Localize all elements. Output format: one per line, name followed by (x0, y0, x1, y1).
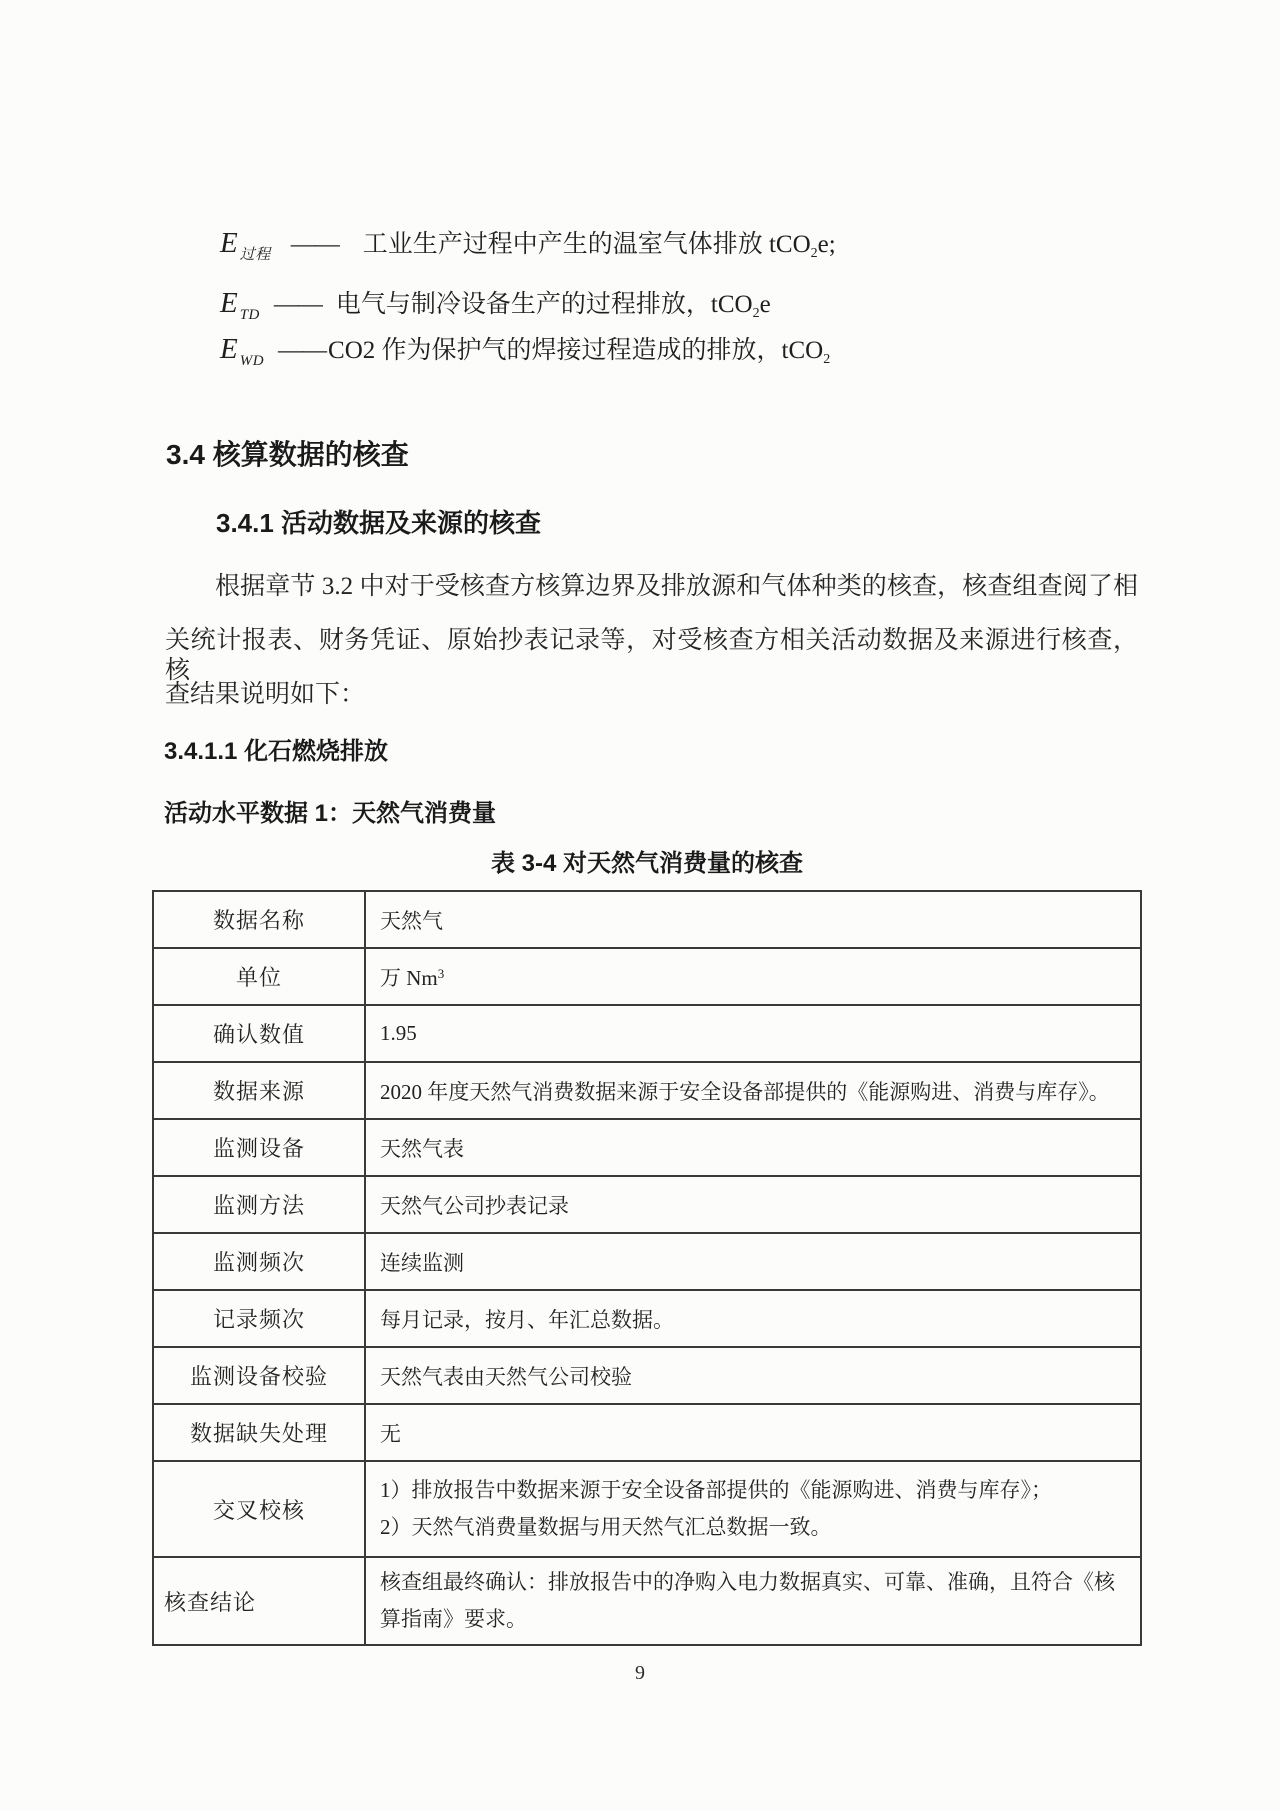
paragraph-line: 根据章节 3.2 中对于受核查方核算边界及排放源和气体种类的核查，核查组查阅了相 (215, 573, 1138, 600)
table-row (153, 1176, 1141, 1233)
verification-table (152, 890, 1142, 1646)
value-line: 1）排放报告中数据来源于安全设备部提供的《能源购进、消费与库存》； (380, 1478, 1052, 1502)
section-heading-3-4: 3.4 核算数据的核查 (166, 439, 409, 470)
formula-dash: —— (278, 337, 327, 364)
formula-description: 工业生产过程中产生的温室气体排放 tCO (362, 231, 811, 258)
row-label: 单位 (153, 948, 365, 1005)
paragraph-line: 关统计报表、财务凭证、原始抄表记录等，对受核查方相关活动数据及来源进行核查，核 (165, 627, 1138, 684)
table-row (153, 1062, 1141, 1119)
formula-variable: E (220, 333, 238, 365)
formula-line-process-emissions (220, 226, 836, 272)
value-line: 算指南》要求。 (380, 1607, 527, 1631)
row-value (365, 1461, 1141, 1557)
row-label: 数据缺失处理 (153, 1404, 365, 1461)
row-value: 天然气公司抄表记录 (365, 1176, 1141, 1233)
value-line: 2）天然气消费量数据与用天然气汇总数据一致。 (380, 1515, 832, 1539)
formula-line-wd-emissions (220, 332, 830, 378)
formula-description: 电气与制冷设备生产的过程排放，tCO (335, 291, 753, 318)
table-row (153, 1347, 1141, 1404)
table-row (153, 948, 1141, 1005)
row-label: 监测设备 (153, 1119, 365, 1176)
row-label: 交叉校核 (153, 1461, 365, 1557)
table-row (153, 1404, 1141, 1461)
section-heading-3-4-1: 3.4.1 活动数据及来源的核查 (216, 508, 542, 538)
row-label: 核查结论 (153, 1557, 365, 1645)
table-row (153, 1461, 1141, 1557)
formula-dash: —— (290, 231, 339, 258)
activity-data-heading: 活动水平数据 1：天然气消费量 (164, 800, 497, 827)
table-caption: 表 3-4 对天然气消费量的核查 (490, 850, 804, 877)
unit-subscript: 2 (823, 352, 831, 367)
table-row (153, 1119, 1141, 1176)
page-number: 9 (635, 1662, 645, 1684)
row-value: 每月记录，按月、年汇总数据。 (365, 1290, 1141, 1347)
value-line: 核查组最终确认：排放报告中的净购入电力数据真实、可靠、准确，且符合《核 (380, 1570, 1115, 1594)
formula-subscript: 过程 (239, 247, 271, 263)
row-label: 数据来源 (153, 1062, 365, 1119)
unit-superscript: 3 (437, 965, 445, 981)
table-row (153, 1233, 1141, 1290)
formula-variable: E (220, 227, 238, 259)
table-row (153, 891, 1141, 948)
row-label: 监测设备校验 (153, 1347, 365, 1404)
table-row (153, 1005, 1141, 1062)
unit-text: 万 Nm (380, 965, 438, 990)
row-value (365, 1557, 1141, 1645)
formula-line-td-emissions (220, 286, 771, 332)
row-value: 天然气表由天然气公司校验 (365, 1347, 1141, 1404)
formula-dash: —— (273, 291, 322, 318)
formula-tail: e (759, 291, 771, 318)
row-value: 1.95 (365, 1005, 1141, 1062)
table-row (153, 1290, 1141, 1347)
row-value: 无 (365, 1404, 1141, 1461)
row-label: 确认数值 (153, 1005, 365, 1062)
row-value: 连续监测 (365, 1233, 1141, 1290)
row-label: 记录频次 (153, 1290, 365, 1347)
formula-description: CO2 作为保护气的焊接过程造成的排放，tCO (328, 337, 824, 364)
row-label: 数据名称 (153, 891, 365, 948)
unit-subscript: 2 (752, 306, 760, 321)
row-value: 天然气 (365, 891, 1141, 948)
row-value: 2020 年度天然气消费数据来源于安全设备部提供的《能源购进、消费与库存》。 (365, 1062, 1141, 1119)
row-value: 天然气表 (365, 1119, 1141, 1176)
section-heading-3-4-1-1: 3.4.1.1 化石燃烧排放 (164, 738, 389, 765)
row-value (365, 948, 1141, 1005)
row-label: 监测方法 (153, 1176, 365, 1233)
formula-variable: E (220, 287, 238, 319)
table-row (153, 1557, 1141, 1645)
row-label: 监测频次 (153, 1233, 365, 1290)
unit-subscript: 2 (810, 246, 818, 261)
formula-tail: e; (817, 231, 836, 258)
formula-subscript: TD (239, 307, 260, 323)
paragraph-line: 查结果说明如下： (165, 681, 366, 708)
formula-subscript: WD (239, 353, 265, 369)
